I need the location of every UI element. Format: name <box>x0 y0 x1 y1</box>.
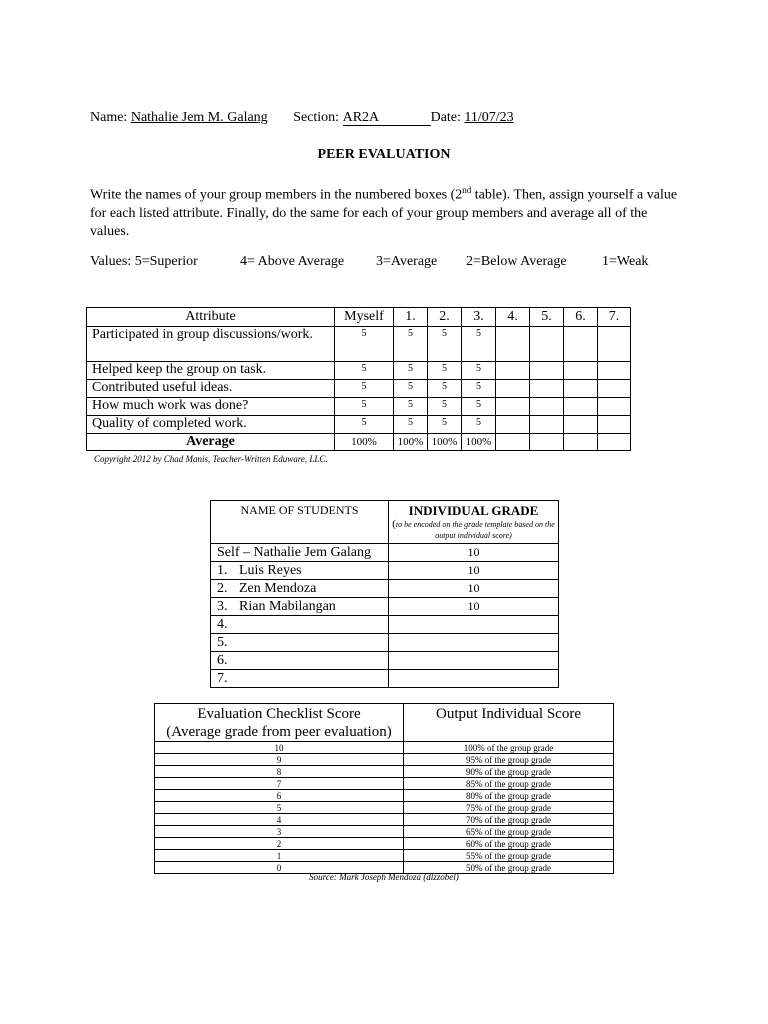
output-score: 100% of the group grade <box>404 742 614 754</box>
score-cell[interactable]: 5 <box>462 416 496 434</box>
attribute-row <box>87 362 631 380</box>
name-label: Name: <box>90 110 128 125</box>
student-row <box>211 616 559 634</box>
output-score: 85% of the group grade <box>404 778 614 790</box>
checklist-score: 6 <box>155 790 404 802</box>
average-label: Average <box>87 434 335 451</box>
student-name[interactable]: 5. <box>211 634 389 652</box>
output-score: 55% of the group grade <box>404 850 614 862</box>
score-cell[interactable] <box>564 362 598 380</box>
attribute-label: Contributed useful ideas. <box>87 380 335 398</box>
score-cell[interactable]: 5 <box>335 416 394 434</box>
attribute-label: How much work was done? <box>87 398 335 416</box>
score-cell[interactable] <box>496 362 530 380</box>
student-grade[interactable]: 10 <box>389 562 559 580</box>
student-grade[interactable] <box>389 616 559 634</box>
student-row <box>211 634 559 652</box>
output-score: 65% of the group grade <box>404 826 614 838</box>
score-cell[interactable]: 5 <box>394 398 428 416</box>
value-1-label: 1=Weak <box>602 254 649 269</box>
score-cell[interactable]: 5 <box>335 380 394 398</box>
score-cell[interactable] <box>598 362 631 380</box>
average-cell[interactable] <box>530 434 564 451</box>
score-cell[interactable]: 5 <box>428 398 462 416</box>
score-cell[interactable]: 5 <box>394 327 428 362</box>
output-score: 75% of the group grade <box>404 802 614 814</box>
col-header: 3. <box>462 308 496 327</box>
score-cell[interactable] <box>530 380 564 398</box>
value-3-label: 3=Average <box>376 254 438 269</box>
score-cell[interactable] <box>564 398 598 416</box>
scale-row <box>155 826 614 838</box>
scale-row <box>155 838 614 850</box>
score-cell[interactable]: 5 <box>335 327 394 362</box>
score-cell[interactable]: 5 <box>394 362 428 380</box>
col-header: Attribute <box>87 308 335 327</box>
values-legend <box>90 254 648 270</box>
checklist-score: 7 <box>155 778 404 790</box>
value-5-label: Values: 5=Superior <box>90 254 198 269</box>
score-cell[interactable]: 5 <box>462 380 496 398</box>
score-cell[interactable] <box>564 327 598 362</box>
scale-row <box>155 790 614 802</box>
score-cell[interactable]: 5 <box>428 416 462 434</box>
checklist-score: 2 <box>155 838 404 850</box>
instructions-sup: nd <box>462 185 472 195</box>
student-name[interactable]: 1. Luis Reyes <box>211 562 389 580</box>
checklist-score: 8 <box>155 766 404 778</box>
score-scale-table <box>154 703 614 874</box>
student-grade[interactable]: 10 <box>389 598 559 616</box>
students-grade-header <box>389 501 559 544</box>
output-score: 60% of the group grade <box>404 838 614 850</box>
output-score: 95% of the group grade <box>404 754 614 766</box>
scale-header-row <box>155 704 614 742</box>
average-cell[interactable]: 100% <box>428 434 462 451</box>
checklist-score: 10 <box>155 742 404 754</box>
scale-row <box>155 766 614 778</box>
student-grade[interactable]: 10 <box>389 544 559 562</box>
score-cell[interactable]: 5 <box>428 362 462 380</box>
date-value[interactable]: 11/07/23 <box>464 110 514 125</box>
output-score-header: Output Individual Score <box>404 704 614 742</box>
grade-header-title: INDIVIDUAL GRADE <box>408 503 539 518</box>
student-name[interactable]: 4. <box>211 616 389 634</box>
student-name[interactable]: 6. <box>211 652 389 670</box>
score-cell[interactable]: 5 <box>428 327 462 362</box>
score-cell[interactable] <box>496 416 530 434</box>
score-cell[interactable] <box>530 362 564 380</box>
date-label: Date: <box>430 110 461 125</box>
col-header: 1. <box>394 308 428 327</box>
score-cell[interactable] <box>530 416 564 434</box>
section-value[interactable]: AR2A <box>343 110 431 126</box>
col-header: 4. <box>496 308 530 327</box>
student-row <box>211 544 559 562</box>
student-name[interactable]: 3. Rian Mabilangan <box>211 598 389 616</box>
header-line <box>90 110 514 126</box>
score-cell[interactable] <box>496 398 530 416</box>
scale-row <box>155 778 614 790</box>
score-cell[interactable]: 5 <box>394 416 428 434</box>
output-score: 70% of the group grade <box>404 814 614 826</box>
name-value[interactable]: Nathalie Jem M. Galang <box>130 110 268 125</box>
students-table <box>210 500 559 688</box>
average-cell[interactable] <box>564 434 598 451</box>
student-grade[interactable]: 10 <box>389 580 559 598</box>
student-name[interactable]: 2. Zen Mendoza <box>211 580 389 598</box>
score-cell[interactable]: 5 <box>335 362 394 380</box>
score-cell[interactable]: 5 <box>394 380 428 398</box>
scale-row <box>155 802 614 814</box>
score-cell[interactable] <box>598 327 631 362</box>
score-cell[interactable] <box>598 398 631 416</box>
output-score: 90% of the group grade <box>404 766 614 778</box>
score-cell[interactable] <box>530 398 564 416</box>
instructions-part2: table). Then, assign yourself a value for each listed attribute. Finally, do the same for each of your group members and average all of the values. <box>90 187 678 239</box>
checklist-score: 9 <box>155 754 404 766</box>
section-label: Section: <box>293 110 340 125</box>
attribute-row <box>87 398 631 416</box>
checklist-score-header: Evaluation Checklist Score (Average grade from peer evaluation) <box>155 704 404 742</box>
score-cell[interactable] <box>598 416 631 434</box>
attribute-label: Participated in group discussions/work. <box>87 327 335 362</box>
score-cell[interactable] <box>496 380 530 398</box>
col-header: 6. <box>564 308 598 327</box>
score-cell[interactable]: 5 <box>335 398 394 416</box>
copyright-note: Copyright 2012 by Chad Manis, Teacher-Written Eduware, LLC. <box>94 454 328 464</box>
average-cell[interactable]: 100% <box>335 434 394 451</box>
value-2-label: 2=Below Average <box>466 254 567 269</box>
average-row <box>87 434 631 451</box>
student-row <box>211 670 559 688</box>
score-cell[interactable]: 5 <box>462 327 496 362</box>
output-score: 50% of the group grade <box>404 862 614 874</box>
instructions <box>90 181 690 241</box>
average-cell[interactable] <box>598 434 631 451</box>
col-header: 2. <box>428 308 462 327</box>
score-cell[interactable] <box>496 327 530 362</box>
student-row <box>211 598 559 616</box>
checklist-score: 1 <box>155 850 404 862</box>
attribute-row <box>87 380 631 398</box>
grade-header-note: (to be encoded on the grade template based on the output individual score) <box>392 518 555 540</box>
checklist-score: 0 <box>155 862 404 874</box>
student-grade[interactable] <box>389 634 559 652</box>
student-name[interactable]: 7. <box>211 670 389 688</box>
score-cell[interactable] <box>564 380 598 398</box>
average-cell[interactable] <box>496 434 530 451</box>
student-row <box>211 580 559 598</box>
score-cell[interactable] <box>530 327 564 362</box>
score-cell[interactable]: 5 <box>462 398 496 416</box>
student-grade[interactable] <box>389 652 559 670</box>
attribute-row <box>87 327 631 362</box>
score-cell[interactable] <box>598 380 631 398</box>
value-4-label: 4= Above Average <box>240 254 345 269</box>
attribute-label: Quality of completed work. <box>87 416 335 434</box>
source-note: Source: Mark Joseph Mendoza (dlzzobel) <box>309 872 459 882</box>
col-header: 5. <box>530 308 564 327</box>
average-cell[interactable]: 100% <box>462 434 496 451</box>
checklist-score: 5 <box>155 802 404 814</box>
score-cell[interactable] <box>564 416 598 434</box>
students-header-row <box>211 501 559 544</box>
col-header: 7. <box>598 308 631 327</box>
average-cell[interactable]: 100% <box>394 434 428 451</box>
scale-row <box>155 850 614 862</box>
students-name-header: NAME OF STUDENTS <box>211 501 389 544</box>
scale-row <box>155 742 614 754</box>
score-cell[interactable]: 5 <box>462 362 496 380</box>
scale-row <box>155 754 614 766</box>
scale-row <box>155 814 614 826</box>
attributes-table <box>86 307 631 451</box>
output-score: 80% of the group grade <box>404 790 614 802</box>
checklist-score: 3 <box>155 826 404 838</box>
page-title: PEER EVALUATION <box>317 147 451 162</box>
attribute-label: Helped keep the group on task. <box>87 362 335 380</box>
student-grade[interactable] <box>389 670 559 688</box>
instructions-part1: Write the names of your group members in the numbered boxes (2 <box>90 187 463 203</box>
student-row <box>211 652 559 670</box>
score-cell[interactable]: 5 <box>428 380 462 398</box>
col-header: Myself <box>335 308 394 327</box>
student-name[interactable]: Self – Nathalie Jem Galang <box>211 544 389 562</box>
checklist-score: 4 <box>155 814 404 826</box>
attributes-header-row <box>87 308 631 327</box>
student-row <box>211 562 559 580</box>
attribute-row <box>87 416 631 434</box>
